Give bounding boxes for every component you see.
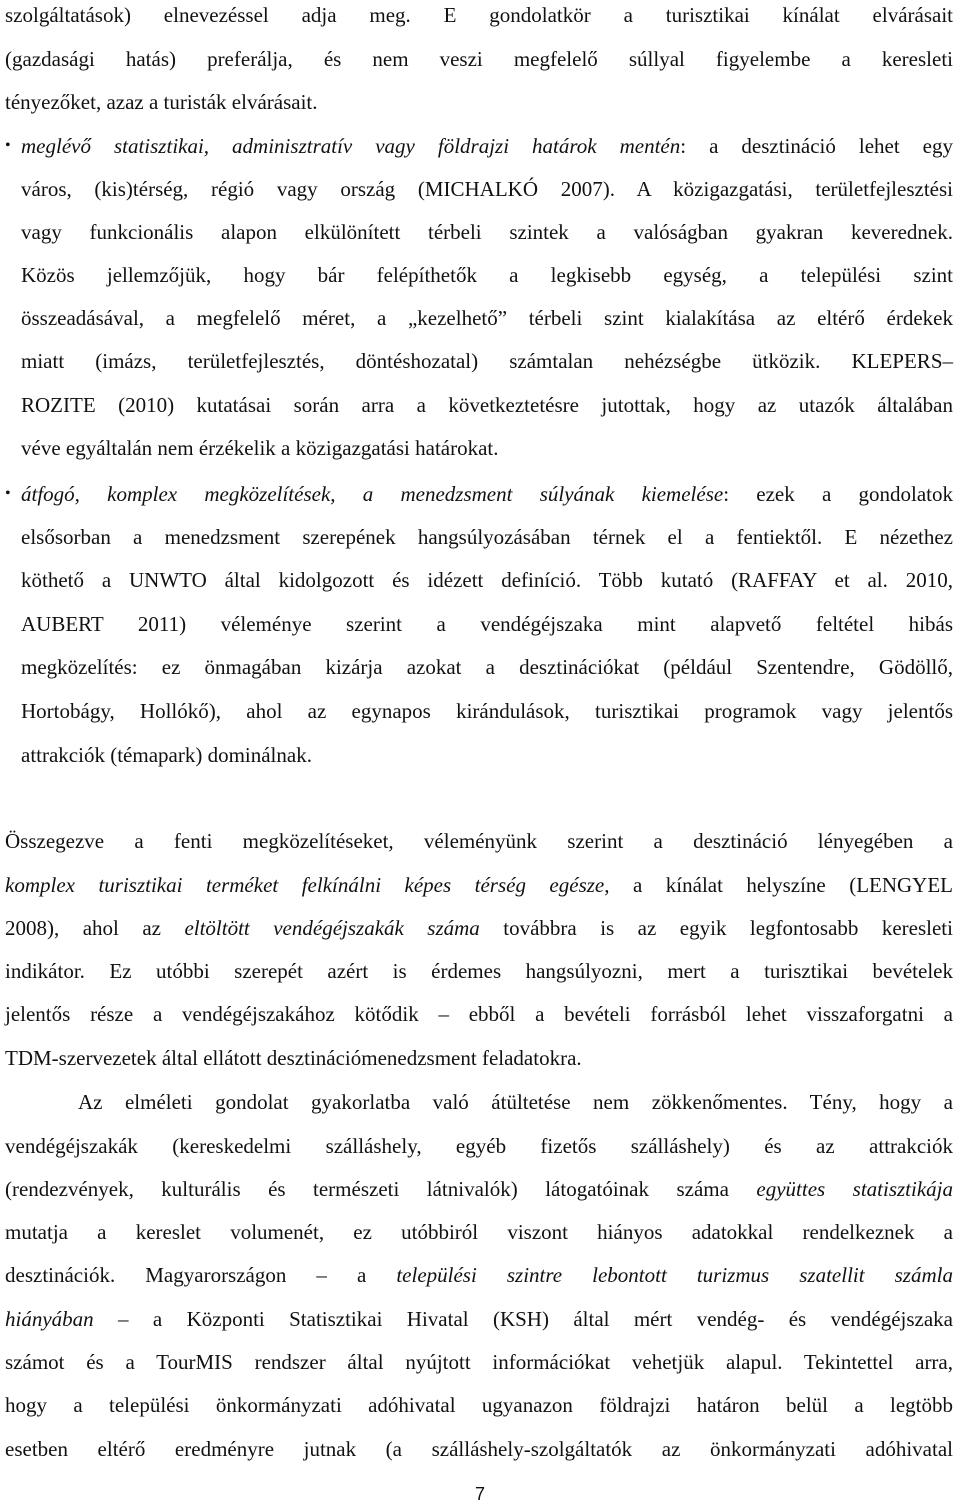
text-line: indikátor. Ez utóbbi szerepét azért is érdemes hangsúlyozni, mert a turisztikai bevételek (5, 959, 953, 983)
italic-phrase: települési szintre lebontott turizmus szatellit számla (396, 1263, 953, 1287)
italic-phrase: együttes statisztikája (756, 1177, 953, 1201)
text-line: tényezőket, azaz a turisták elvárásait. (5, 90, 318, 114)
text-line: mutatja a kereslet volumenét, ez utóbbiról viszont hiányos adatokkal rendelkeznek a (5, 1220, 953, 1244)
text-run: desztinációk. Magyarországon – a (5, 1263, 397, 1287)
text-line: esetben eltérő eredményre jutnak (a szálláshely-szolgáltatók az önkormányzati adóhivatal (5, 1437, 953, 1461)
italic-phrase: átfogó, komplex megközelítések, a menedzsment súlyának kiemelése (21, 482, 724, 506)
text-line: város, (kis)térség, régió vagy ország (MICHALKÓ 2007). A közigazgatási, területfejlesztési (21, 177, 953, 201)
text-line (5, 1176, 953, 1202)
text-line: vagy funkcionális alapon elkülönített térbeli szintek a valóságban gyakran keverednek. (21, 220, 953, 244)
bullet-icon: • (5, 485, 11, 502)
italic-phrase: hiányában (5, 1307, 94, 1331)
text-line: hogy a települési önkormányzati adóhivatal ugyanazon földrajzi határon belül a legtöbb (5, 1393, 953, 1417)
text-line (5, 1306, 953, 1332)
text-line: számot és a TourMIS rendszer által nyújtott információkat vehetjük alapul. Tekintettel arra, (5, 1350, 953, 1374)
text-run: : a desztináció lehet egy (680, 134, 953, 158)
bullet-item-2-line (21, 481, 953, 507)
italic-phrase: komplex turisztikai terméket felkínálni képes térség egésze (5, 873, 605, 897)
text-run: , a kínálat helyszíne (LENGYEL (604, 873, 954, 897)
text-line: Az elméleti gondolat gyakorlatba való átültetése nem zökkenőmentes. Tény, hogy a (78, 1090, 953, 1114)
text-line: véve egyáltalán nem érzékelik a közigazgatási határokat. (21, 436, 499, 460)
text-run: 2008), ahol az (5, 916, 185, 940)
text-run: – a Központi Statisztikai Hivatal (KSH) által mért vendég- és vendégéjszaka (93, 1307, 953, 1331)
text-run: továbbra is az egyik legfontosabb keresleti (479, 916, 953, 940)
bullet-item-1-line (21, 133, 953, 159)
text-line (5, 872, 953, 898)
text-line: köthető a UNWTO által kidolgozott és idézett definíció. Több kutató (RAFFAY et al. 2010, (21, 568, 953, 592)
text-line: összeadásával, a megfelelő méret, a „kezelhető” térbeli szint kialakítása az eltérő érdekek (21, 306, 953, 330)
text-line: Hortobágy, Hollókő), ahol az egynapos kirándulások, turisztikai programok vagy jelentős (21, 699, 953, 723)
text-line: vendégéjszakák (kereskedelmi szálláshely, egyéb fizetős szálláshely) és az attrakciók (5, 1134, 953, 1158)
text-line: TDM-szervezetek által ellátott desztinációmenedzsment feladatokra. (5, 1046, 582, 1070)
text-line: megközelítés: ez önmagában kizárja azokat a desztinációkat (például Szentendre, Gödöllő, (21, 655, 953, 679)
page-number: 7 (474, 1484, 485, 1504)
bullet-icon: • (5, 137, 11, 154)
text-line (5, 1262, 953, 1288)
text-line: (gazdasági hatás) preferálja, és nem veszi megfelelő súllyal figyelembe a keresleti (5, 47, 953, 71)
text-line: jelentős része a vendégéjszakához kötődik – ebből a bevételi forrásból lehet visszaforgatni a (5, 1002, 953, 1026)
text-line: Közös jellemzőjük, hogy bár felépíthetők a legkisebb egység, a települési szint (21, 263, 953, 287)
text-line: elsősorban a menedzsment szerepének hangsúlyozásában térnek el a fentiektől. E nézethez (21, 525, 953, 549)
text-run: (rendezvények, kulturális és természeti látnivalók) látogatóinak száma (5, 1177, 757, 1201)
italic-phrase: meglévő statisztikai, adminisztratív vagy földrajzi határok mentén (21, 134, 681, 158)
italic-phrase: eltöltött vendégéjszakák száma (184, 916, 480, 940)
text-line: AUBERT 2011) véleménye szerint a vendégéjszaka mint alapvető feltétel hibás (21, 612, 953, 636)
text-line (5, 915, 953, 941)
text-line: Összegezve a fenti megközelítéseket, véleményünk szerint a desztináció lényegében a (5, 829, 953, 853)
text-line: ROZITE (2010) kutatásai során arra a következtetésre jutottak, hogy az utazók általában (21, 393, 953, 417)
text-line: szolgáltatások) elnevezéssel adja meg. E gondolatkör a turisztikai kínálat elvárásait (5, 3, 953, 27)
text-line: miatt (imázs, területfejlesztés, döntéshozatal) számtalan nehézségbe ütközik. KLEPERS– (21, 349, 953, 373)
text-run: : ezek a gondolatok (723, 482, 953, 506)
text-line: attrakciók (témapark) dominálnak. (21, 743, 312, 767)
